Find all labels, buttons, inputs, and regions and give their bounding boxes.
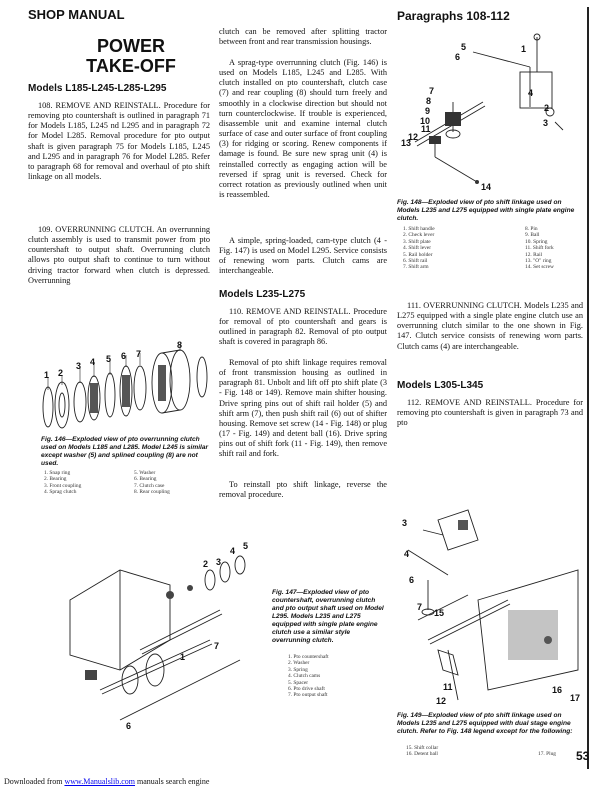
footer-prefix: Downloaded from [4,777,63,786]
fig-149-label-7: 7 [417,602,423,612]
fig-148-label-12: 12 [408,132,419,142]
fig-147-label-4: 4 [230,546,236,556]
legend-item: 1. Pto countershaft [288,654,329,660]
page-title [72,36,190,76]
legend-item: 1. Snap ring [44,470,71,476]
legend-item: 3. Front coupling [44,482,82,489]
legend-item: 6. Shift rail [403,258,428,265]
legend-item: 2. Bearing [44,476,67,483]
fig-149-label-11: 11 [443,682,453,692]
fig-146-diagram [30,335,215,435]
paragraph-110-linkage: Removal of pto shift linkage requires removal of front transmission housing as outlined in paragraph 81. Unbolt and lift off pto shift plate (3 - Fig. 148 or 149). Remove main shifter housing. Drive spring pins out of shift rail holder (5) and shift arm (7), then push shift rail (6) out of shifter housing. Remove set screw (14 - Fig. 148) or plug (17 - Fig. 149) and detent ball (16). Drive spring pins out of shift fork (11 - Fig. 149), then remove shift rail and fork. [219,358,387,459]
fig-147-label-7: 7 [214,641,220,651]
fig-148-label-3: 3 [543,118,549,128]
fig-146-label-6: 6 [121,351,127,361]
fig-147-label-6: 6 [126,721,132,731]
paragraph-cam-clutch: A simple, spring-loaded, cam-type clutch (4 - Fig. 147) is used on Model L295. Service consists of renewing worn parts. Clutch cams are interchangeable. [219,236,387,276]
fig-146-label-4: 4 [90,357,96,367]
fig-148-label-6: 6 [455,52,461,62]
legend-item: 8. Pin [525,226,538,232]
section-heading-l305: Models L305-L345 [397,380,484,391]
legend-item: 4. Sprag clutch [44,489,77,496]
fig-149-caption: Fig. 149—Exploded view of pto shift linkage used on Models L235 and L275 equipped with dual stage engine clutch. Refer to Fig. 148 legend except for the following: [397,712,573,735]
fig-147-label-1: 1 [180,652,186,662]
fig-146-legend-right [134,470,170,496]
legend-item: 3. Shift plate [403,238,431,245]
legend-item: 4. Clutch cams [288,673,321,680]
paragraph-111: 111. OVERRUNNING CLUTCH. Models L235 and L275 equipped with a single plate engine clutch use an overrunning clutch similar to the one shown in Fig. 147. Clutch service consists of renewing worn parts. Clutch cams (4) are interchangeable. [397,301,583,351]
paragraph-110-reinstall: To reinstall pto shift linkage, reverse the removal procedure. [219,480,387,500]
fig-147-legend [288,654,329,699]
legend-item: 7. Shift arm [403,264,429,271]
legend-item: 16. Detent ball [406,751,438,758]
legend-item: 8. Rear coupling [134,489,170,496]
legend-item: 15. Shift collar [406,745,439,751]
fig-148-label-5: 5 [461,42,467,52]
legend-item: 5. Rail holder [403,251,433,258]
legend-item: 1. Shift handle [403,226,435,232]
fig-148-legend-left [403,226,435,271]
section-heading-l235: Models L235-L275 [219,289,306,300]
fig-149-label-16: 16 [552,685,563,695]
legend-item: 9. Ball [525,232,540,239]
fig-149-label-15: 15 [434,608,445,618]
legend-item: 12. Rail [525,251,543,258]
header-right: Paragraphs 108-112 [397,9,510,23]
legend-item: 2. Washer [288,660,310,667]
fig-147-caption: Fig. 147—Exploded view of pto countershaft, overrunning clutch and pto output shaft used on Model L295. Models L235 and L275 equipped with single plate engine clutch use a similar style overrunning clutch. [272,589,384,644]
paragraph-clutch-removal: clutch can be removed after splitting tractor between front and rear transmission housings. [219,27,387,47]
fig-149-label-4: 4 [404,549,410,559]
footer-suffix: manuals search engine [137,777,210,786]
title-line-1: POWER [96,36,165,56]
fig-148-label-8: 8 [426,96,432,106]
footer-link[interactable]: www.Manualslib.com [64,777,136,786]
header-left: SHOP MANUAL [28,7,125,22]
legend-item: 3. Spring [288,666,308,673]
paragraph-109: 109. OVERRUNNING CLUTCH. An overrunning clutch assembly is used to transmit power from pto countershaft to output shaft. Overrunning clutch allows pto output shaft to continue to turn without driving tractor forward when clutch is depressed. Overrunning [28,225,210,285]
fig-146-label-3: 3 [76,361,82,371]
legend-item: 5. Washer [134,470,156,476]
fig-148-label-14: 14 [481,182,492,192]
legend-item: 13. "O" ring [525,258,552,265]
paragraph-108: 108. REMOVE AND REINSTALL. Procedure for removing pto countershaft is outlined in paragraph 71 for Models L185, L245 nd L295 and in paragraph 72 for Model L285. Removal procedure for pto output shaft is given paragraph 75 for Models L185, L245 and L295 and in paragraph 76 for Model L285. Refer to paragraph 68 for removal and overhaul of pto shift linkage on all models. [28,101,210,182]
fig-149-label-3: 3 [402,518,408,528]
paragraph-112: 112. REMOVE AND REINSTALL. Procedure for removing pto countershaft is given in paragraph 73 and pto [397,398,583,428]
legend-item: 6. Pto drive shaft [288,686,325,693]
legend-item: 7. Pto output shaft [288,692,328,699]
fig-148-label-9: 9 [425,106,431,116]
fig-149-label-6: 6 [409,575,415,585]
fig-148-label-11: 11 [421,124,431,134]
fig-149-diagram [398,500,586,710]
paragraph-sprag-clutch: A sprag-type overrunning clutch (Fig. 146) is used on Models L185, L245 and L285. With clutch installed on pto countershaft, clutch case (7) and rear coupling (8) should turn freely and smoothly in a clockwise direction but should not turn counterclockwise. If trouble is experienced, disassemble unit and examine internal clutch surface of case and outer surface of front coupling (3) for ridging or scoring. Renew components if damage is found. Be sure new sprag unit (4) is reinstalled correctly as engaging action will be reversed if sprag unit is reversed. Check for correct rotation as previously outlined when unit is reassembled. [219,58,387,200]
fig-148-label-7: 7 [429,86,435,96]
legend-item: 7. Clutch case [134,482,165,489]
paragraph-110: 110. REMOVE AND REINSTALL. Procedure for removal of pto countershaft and gears is outlined in paragraph 82. Removal of pto output shaft is covered in paragraph 86. [219,307,387,347]
fig-147-label-2: 2 [203,559,209,569]
legend-item: 5. Spacer [288,679,309,686]
fig-146-label-7: 7 [136,349,142,359]
fig-146-legend-left [44,470,81,496]
legend-item: 14. Set screw [525,264,554,271]
fig-149-label-17: 17 [570,693,581,703]
legend-item: 10. Spring [525,238,548,245]
fig-147-diagram [60,540,270,740]
page-border-line [587,7,589,769]
legend-item: 6. Bearing [134,476,157,483]
footer [4,777,209,786]
fig-146-label-1: 1 [44,370,50,380]
fig-146-label-5: 5 [106,354,112,364]
legend-item: 11. Shift fork [525,245,554,252]
fig-146-caption: Fig. 146—Exploded view of pto overrunning clutch used on Models L185 and L285. Model L245 is similar except washer (5) and splined coupling (8) are not used. [41,436,209,467]
fig-147-label-5: 5 [243,541,249,551]
fig-148-label-2: 2 [544,103,550,113]
fig-148-diagram [395,32,585,190]
fig-147-label-3: 3 [216,557,222,567]
page-number: 53 [576,749,590,763]
fig-149-legend-b: 17. Plug [538,751,556,757]
fig-146-label-8: 8 [177,340,183,350]
section-heading-l185: Models L185-L245-L285-L295 [28,83,167,94]
fig-148-label-1: 1 [521,44,527,54]
title-line-2: TAKE-OFF [86,56,176,76]
fig-148-legend-right [525,226,554,271]
fig-149-legend-a [406,745,438,758]
legend-item: 4. Shift lever [403,245,431,252]
legend-item: 2. Check lever [403,232,435,239]
fig-148-label-13: 13 [401,138,412,148]
fig-148-label-10: 10 [420,116,431,126]
fig-148-label-4: 4 [528,88,534,98]
fig-146-label-2: 2 [58,368,64,378]
fig-148-caption: Fig. 148—Exploded view of pto shift linkage used on Models L235 and L275 equipped with single plate engine clutch. [397,199,575,222]
fig-149-label-12: 12 [436,696,447,706]
